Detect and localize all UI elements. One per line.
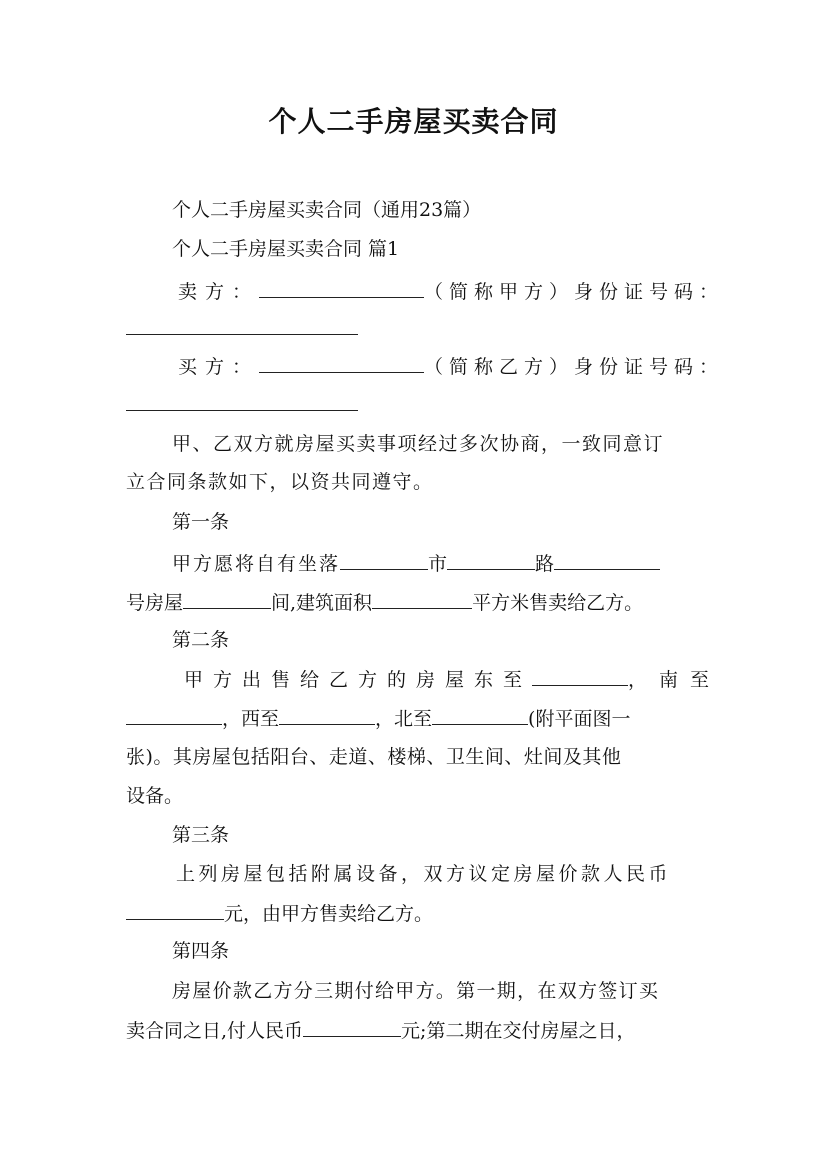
article-2-line-3: 张)。其房屋包括阳台、走道、楼梯、卫生间、灶间及其他	[126, 746, 622, 768]
article-4-text-a: 卖合同之日,付人民币	[126, 1020, 304, 1042]
buyer-line	[178, 354, 724, 379]
seller-note: （简称甲方）身份证号码：	[424, 281, 725, 303]
article-2-text-b: ，南至	[628, 669, 722, 691]
article-1-text-d: 号房屋	[126, 592, 184, 614]
article-2-line-4: 设备。	[126, 785, 184, 807]
article-1-text-b: 市	[428, 553, 448, 575]
section-heading: 个人二手房屋买卖合同 篇1	[172, 238, 400, 260]
article-3-text-b: 元，由甲方售卖给乙方。	[224, 903, 434, 925]
document-subtitle: 个人二手房屋买卖合同（通用23篇）	[172, 199, 482, 221]
article-2-west-blank[interactable]	[279, 706, 375, 725]
article-4-first-payment-blank[interactable]	[303, 1018, 401, 1037]
intro-line-2: 立合同条款如下，以资共同遵守。	[126, 471, 434, 493]
article-1-line-2	[126, 590, 643, 615]
buyer-name-blank[interactable]	[259, 354, 424, 373]
article-3-price-blank[interactable]	[126, 901, 224, 920]
buyer-id-blank[interactable]	[126, 392, 358, 411]
article-1-text-f: 平方米售卖给乙方。	[472, 592, 644, 614]
buyer-id-line	[126, 392, 358, 417]
document-title: 个人二手房屋买卖合同	[268, 105, 559, 138]
seller-line	[178, 279, 724, 304]
article-1-line-1	[172, 551, 660, 576]
intro-line-1: 甲、乙双方就房屋买卖事项经过多次协商，一致同意订	[172, 433, 665, 455]
article-2-heading: 第二条	[172, 629, 230, 651]
article-4-text-b: 元;第二期在交付房屋之日，	[401, 1020, 636, 1042]
article-4-heading: 第四条	[172, 940, 230, 962]
article-2-text-d: ，北至	[375, 708, 433, 730]
buyer-label: 买方：	[178, 356, 260, 378]
article-1-number-blank[interactable]	[183, 590, 271, 609]
article-3-line-2	[126, 901, 433, 926]
buyer-note: （简称乙方）身份证号码：	[424, 356, 725, 378]
article-1-heading: 第一条	[172, 511, 230, 533]
article-1-text-c: 路	[535, 553, 555, 575]
article-1-city-blank[interactable]	[447, 551, 535, 570]
article-1-road-blank[interactable]	[554, 551, 660, 570]
article-1-text-e: 间,建筑面积	[271, 592, 373, 614]
article-3-heading: 第三条	[172, 824, 230, 846]
seller-id-line	[126, 316, 358, 341]
article-2-text-c: ，西至	[222, 708, 280, 730]
article-2-text-a: 甲方出售给乙方的房屋东至	[184, 669, 533, 691]
article-4-line-2	[126, 1018, 635, 1043]
article-1-area-blank[interactable]	[372, 590, 472, 609]
article-2-line-1	[184, 667, 721, 692]
article-2-south-blank[interactable]	[126, 706, 222, 725]
article-2-line-2	[126, 706, 630, 731]
article-2-north-blank[interactable]	[432, 706, 528, 725]
article-1-city-district-blank[interactable]	[340, 551, 428, 570]
article-2-east-blank[interactable]	[532, 667, 628, 686]
article-1-text-a: 甲方愿将自有坐落	[172, 553, 341, 575]
seller-name-blank[interactable]	[259, 279, 424, 298]
seller-id-blank[interactable]	[126, 316, 358, 335]
seller-label: 卖方：	[178, 281, 260, 303]
article-4-line-1: 房屋价款乙方分三期付给甲方。第一期，在双方签订买	[172, 980, 660, 1002]
article-3-line-1: 上列房屋包括附属设备，双方议定房屋价款人民币	[176, 863, 672, 885]
article-2-text-e: (附平面图一	[528, 708, 631, 730]
